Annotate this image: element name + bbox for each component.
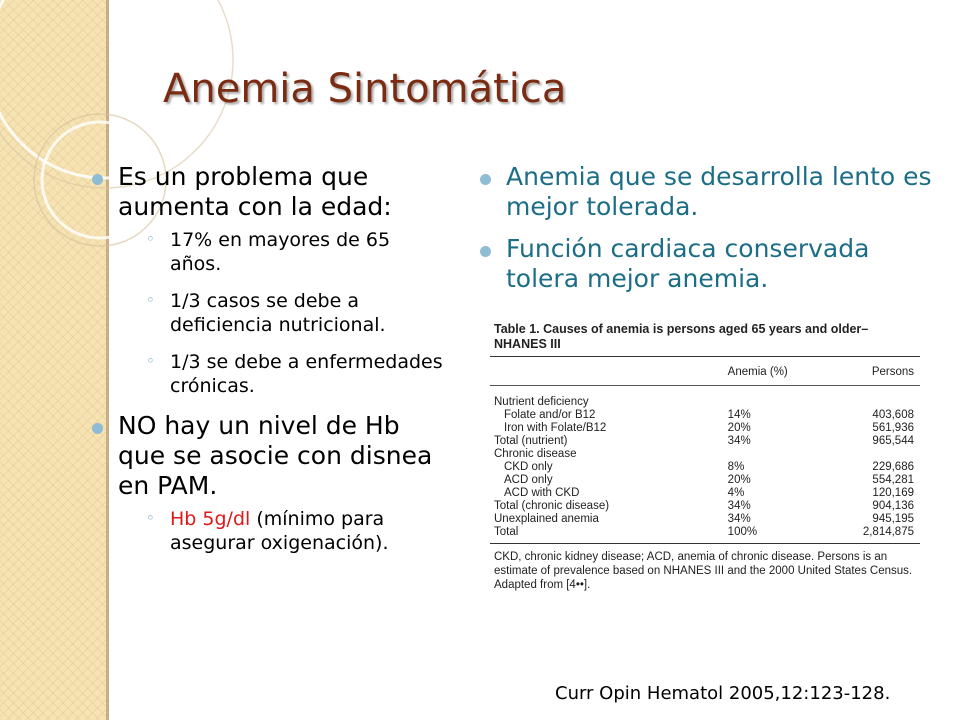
left-column <box>92 162 444 568</box>
header-persons: Persons <box>871 366 914 378</box>
cell-label: Total (nutrient) <box>494 435 568 447</box>
anemia-causes-table <box>490 357 920 539</box>
cell-anemia: 34% <box>727 500 751 512</box>
sub-bullet-chronic: ◦ 1/3 se debe a enfermedades crónicas. <box>118 350 444 398</box>
table-row <box>490 487 920 500</box>
hb-note: (mínimo para asegurar oxigenación). <box>170 508 389 554</box>
bullet-text: Es un problema que aumenta con la edad: <box>118 162 392 221</box>
header-label <box>490 357 670 386</box>
sub-bullet-list <box>118 228 444 398</box>
cell-anemia <box>670 386 828 409</box>
right-column <box>480 162 940 306</box>
cell-anemia: 34% <box>727 513 751 525</box>
table-row <box>490 513 920 526</box>
cell-label: Total (chronic disease) <box>494 500 610 512</box>
cell-label: Nutrient deficiency <box>494 396 589 408</box>
table-row <box>490 422 920 435</box>
table-row <box>490 461 920 474</box>
table-row <box>490 526 920 539</box>
table-row <box>490 474 920 487</box>
cell-anemia: 20% <box>727 422 751 434</box>
cell-label: Total <box>494 526 519 538</box>
table-row <box>490 435 920 448</box>
anemia-causes-table-figure <box>490 322 920 592</box>
table-caption: Table 1. Causes of anemia is persons aged 65 years and older–NHANES III <box>494 322 869 351</box>
cell-persons <box>828 448 920 461</box>
sub-bullet-hb-minimum <box>118 507 444 555</box>
table-row <box>490 500 920 513</box>
cell-persons: 945,195 <box>872 513 914 525</box>
bullet-slow-anemia: Anemia que se desarrolla lento es mejor tolerada. <box>480 162 940 222</box>
cell-label: ACD with CKD <box>504 487 580 499</box>
cell-persons: 561,936 <box>872 422 914 434</box>
table-footnote: CKD, chronic kidney disease; ACD, anemia of chronic disease. Persons is an estimate of prevalence based on NHANES III and the 2000 United States Census. Adapted from [4••]. <box>494 551 913 591</box>
right-bullet-list <box>480 162 940 294</box>
sub-bullet-list <box>118 507 444 555</box>
table-row <box>490 386 920 409</box>
table-row <box>490 409 920 422</box>
cell-label: Folate and/or B12 <box>504 409 596 421</box>
left-bullet-list <box>92 162 444 555</box>
table-header-row <box>490 357 920 386</box>
bullet-age-problem <box>92 162 444 398</box>
cell-persons: 120,169 <box>872 487 914 499</box>
cell-label: Unexplained anemia <box>494 513 599 525</box>
cell-anemia: 34% <box>727 435 751 447</box>
slide-title: Anemia Sintomática <box>163 66 567 112</box>
cell-persons: 2,814,875 <box>862 526 914 538</box>
cell-anemia: 14% <box>727 409 751 421</box>
cell-persons: 965,544 <box>872 435 914 447</box>
bullet-cardiac-function: Función cardiaca conservada tolera mejor anemia. <box>480 234 940 294</box>
cell-anemia: 4% <box>727 487 745 499</box>
hb-value-highlight: Hb 5g/dl <box>170 508 251 530</box>
cell-label: ACD only <box>504 474 553 486</box>
cell-label: Chronic disease <box>494 448 577 460</box>
cell-persons: 403,608 <box>872 409 914 421</box>
cell-label: CKD only <box>504 461 553 473</box>
sub-bullet-prevalence: ◦ 17% en mayores de 65 años. <box>118 228 444 276</box>
cell-anemia: 20% <box>727 474 751 486</box>
cell-anemia: 8% <box>727 461 745 473</box>
citation: Curr Opin Hematol 2005,12:123-128. <box>555 683 891 704</box>
cell-persons: 904,136 <box>872 500 914 512</box>
bullet-hb-level <box>92 411 444 555</box>
cell-anemia <box>670 448 828 461</box>
sub-bullet-nutritional: ◦ 1/3 casos se debe a deficiencia nutricional. <box>118 289 444 337</box>
table-row <box>490 448 920 461</box>
cell-persons <box>828 386 920 409</box>
cell-persons: 554,281 <box>872 474 914 486</box>
bullet-text: NO hay un nivel de Hb que se asocie con disnea en PAM. <box>118 411 433 500</box>
cell-persons: 229,686 <box>872 461 914 473</box>
cell-anemia: 100% <box>727 526 758 538</box>
cell-label: Iron with Folate/B12 <box>504 422 607 434</box>
header-anemia: Anemia (%) <box>727 366 788 378</box>
